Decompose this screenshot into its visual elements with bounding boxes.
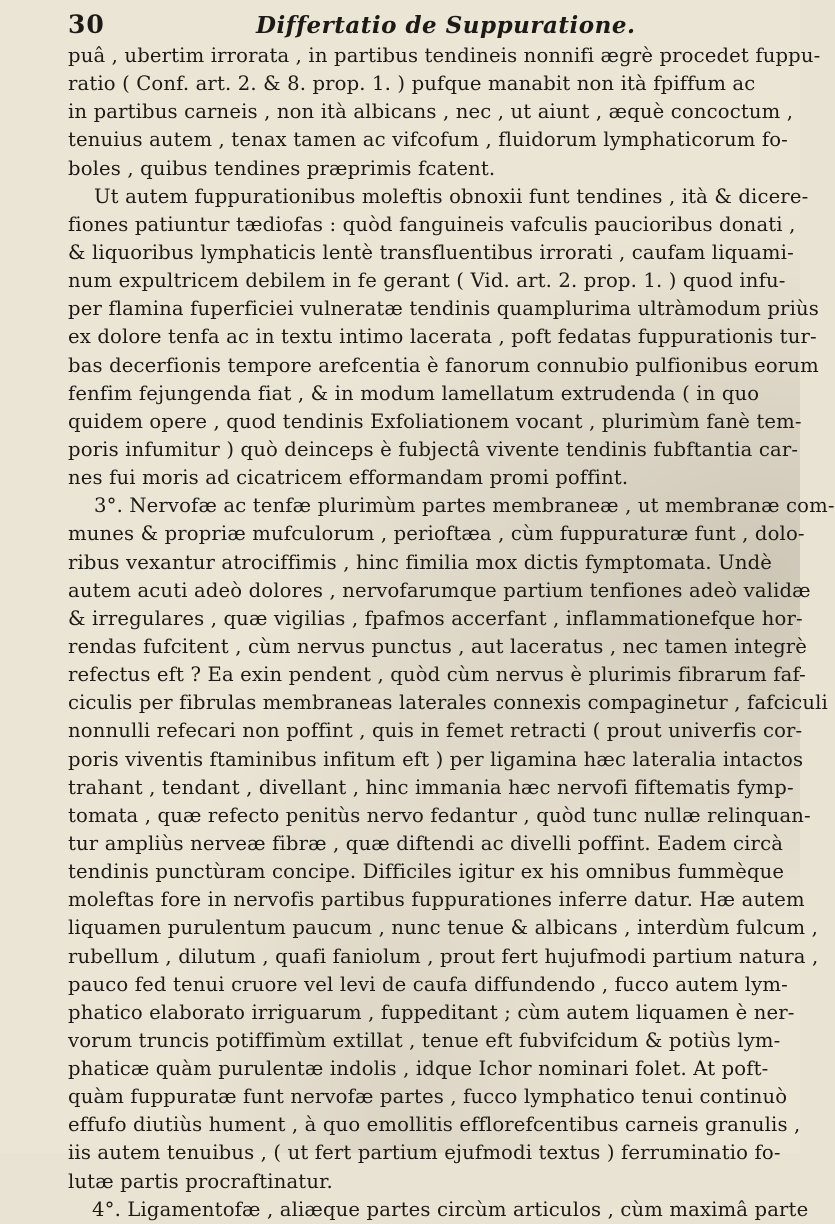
body-text	[68, 42, 835, 1224]
page-number: 30	[68, 10, 105, 39]
text-line: ex dolore tenfa ac in textu intimo lacerata , poft fedatas fuppurationis tur-	[68, 325, 817, 349]
paragraph-start-line: 3°. Nervofæ ac tenfæ plurimùm partes membraneæ , ut membranæ com-	[94, 494, 835, 518]
text-line: & irregulares , quæ vigilias , fpafmos accerfant , inflammationefque hor-	[68, 606, 803, 630]
text-line: ciculis per fibrulas membraneas laterales connexis compaginetur , fafciculi	[68, 691, 828, 715]
text-line: fiones patiuntur tædiofas : quòd fanguineis vafculis paucioribus donati ,	[68, 212, 796, 236]
text-line: tenuius autem , tenax tamen ac vifcofum , fluidorum lymphaticorum fo-	[68, 128, 788, 152]
text-line: moleftas fore in nervofis partibus fuppurationes inferre datur. Hæ autem	[68, 888, 805, 912]
text-line: tendinis punctùram concipe. Difficiles igitur ex his omnibus fummèque	[68, 860, 785, 884]
text-line: tur ampliùs nerveæ fibræ , quæ diftendi ac divelli poffint. Eadem circà	[68, 831, 784, 855]
paragraph-start-line: Ut autem fuppurationibus moleftis obnoxii funt tendines , ità & dicere-	[94, 184, 809, 208]
text-line: phatico elaborato irriguarum , fuppeditant ; cùm autem liquamen è ner-	[68, 1000, 795, 1024]
text-line: num expultricem debilem in fe gerant ( Vid. art. 2. prop. 1. ) quod infu-	[68, 269, 786, 293]
text-line: rubellum , dilutum , quafi faniolum , prout fert hujufmodi partium natura ,	[68, 944, 819, 968]
text-line: & liquoribus lymphaticis lentè transfluentibus irrorati , caufam liquami-	[68, 240, 794, 264]
text-line: tomata , quæ refecto penitùs nervo fedantur , quòd tunc nullæ relinquan-	[68, 803, 811, 827]
text-line: pauco fed tenui cruore vel levi de caufa diffundendo , fucco autem lym-	[68, 972, 788, 996]
paragraph-start-line: 4°. Ligamentofæ , aliæque partes circùm articulos , cùm maximâ parte	[92, 1197, 809, 1221]
running-title: Differtatio de Suppuratione.	[256, 12, 636, 39]
text-line: nes fui moris ad cicatricem efformandam promi poffint.	[68, 466, 629, 490]
text-line: vorum truncis potiffimùm extillat , tenue eft fubvifcidum & potiùs lym-	[68, 1028, 781, 1052]
text-line: rendas fufcitent , cùm nervus punctus , aut laceratus , nec tamen integrè	[68, 634, 808, 658]
text-line: poris infumitur ) quò deinceps è fubjectâ vivente tendinis fubftantia car-	[68, 437, 799, 461]
text-line: puâ , ubertim irrorata , in partibus tendineis nonnifi ægrè procedet fuppu-	[68, 44, 821, 67]
text-line: trahant , tendant , divellant , hinc immania hæc nervofi fiftematis fymp-	[68, 775, 794, 799]
text-line: in partibus carneis , non ità albicans , nec , ut aiunt , æquè concoctum ,	[68, 100, 794, 124]
text-line: fenfim fejungenda fiat , & in modum lamellatum extrudenda ( in quo	[68, 381, 760, 405]
text-line: liquamen purulentum paucum , nunc tenue & albicans , interdùm fulcum ,	[68, 916, 819, 940]
text-line: bas decerfionis tempore arefcentia è fanorum connubio pulfionibus eorum	[68, 353, 819, 377]
text-line: boles , quibus tendines præprimis fcatent.	[68, 156, 496, 180]
text-line: phaticæ quàm purulentæ indolis , idque Ichor nominari folet. At poft-	[68, 1057, 769, 1081]
text-line: poris viventis ftaminibus infitum eft ) per ligamina hæc lateralia intactos	[68, 747, 804, 771]
text-line: munes & propriæ mufculorum , perioftæa , cùm fuppuraturæ funt , dolo-	[68, 522, 805, 546]
text-line: quidem opere , quod tendinis Exfoliationem vocant , plurimùm fanè tem-	[68, 409, 802, 433]
text-line: per flamina fuperficiei vulneratæ tendinis quamplurima ultràmodum priùs	[68, 297, 819, 321]
text-line: ribus vexantur atrociffimis , hinc fimilia mox dictis fymptomata. Undè	[68, 550, 773, 574]
text-line: autem acuti adeò dolores , nervofarumque partium tenfiones adeò validæ	[68, 578, 811, 602]
text-line: effufo diutiùs hument , à quo emollitis efflorefcentibus carneis granulis ,	[68, 1113, 801, 1137]
running-head	[68, 10, 748, 44]
text-line: quàm fuppuratæ funt nervofæ partes , fucco lymphatico tenui continuò	[68, 1085, 788, 1109]
text-line: lutæ partis procraftinatur.	[68, 1169, 333, 1193]
text-line: iis autem tenuibus , ( ut fert partium ejufmodi textus ) ferruminatio fo-	[68, 1141, 781, 1165]
text-line: refectus eft ? Ea exin pendent , quòd cùm nervus è plurimis fibrarum faf-	[68, 663, 806, 687]
text-line: ratio ( Conf. art. 2. & 8. prop. 1. ) pufque manabit non ità fpiffum ac	[68, 72, 756, 96]
text-line: nonnulli refecari non poffint , quis in femet retracti ( prout univerfis cor-	[68, 719, 803, 743]
